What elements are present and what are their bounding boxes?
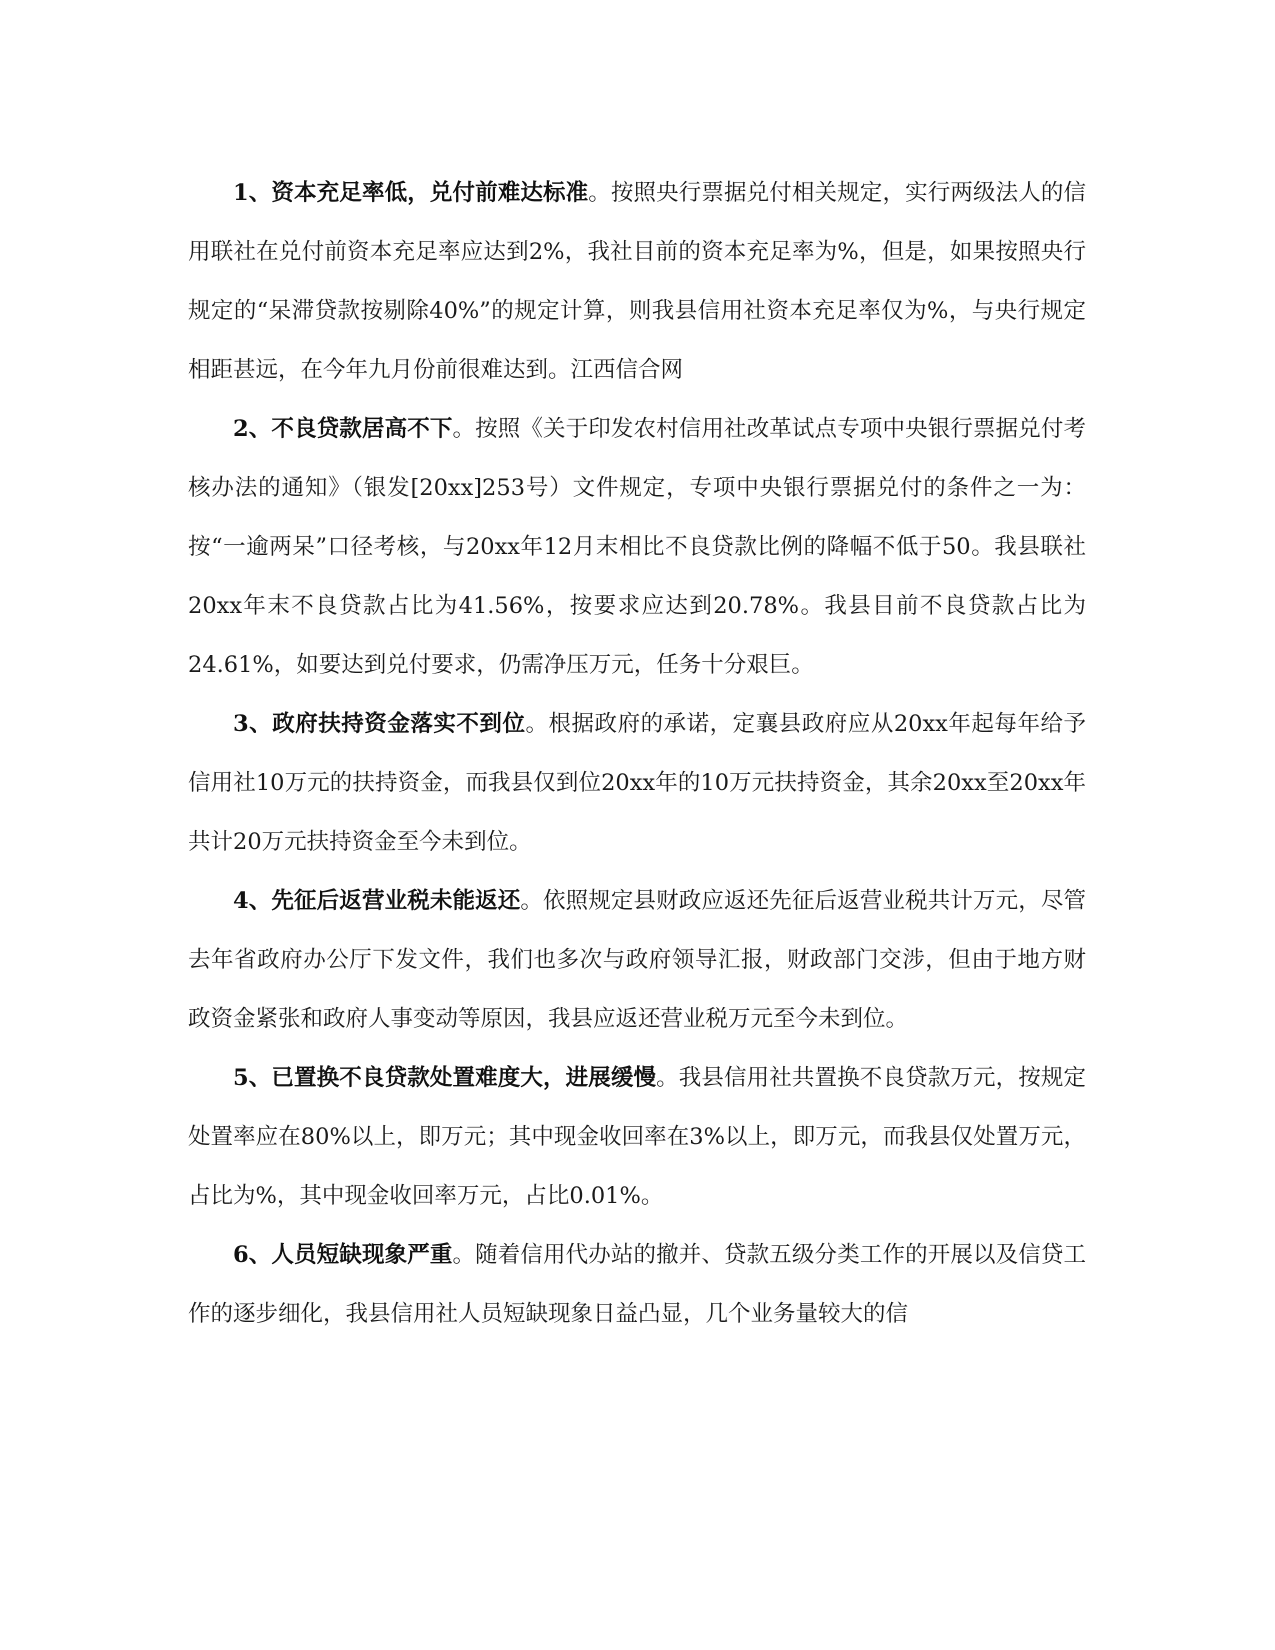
paragraph-2-text: 。按照《关于印发农村信用社改革试点专项中央银行票据兑付考核办法的通知》（银发[20xx]253号）文件规定，专项中央银行票据兑付的条件之一为：按“一逾两呆”口径考核，与20xx年12月末相比不良贷款比例的降幅不低于50。我县联社20xx年末不良贷款占比为41.56%，按要求应达到20.78%。我县目前不良贷款占比为24.61%，如要达到兑付要求，仍需净压万元，任务十分艰巨。	[188, 416, 1086, 678]
paragraph-1-text: 。按照央行票据兑付相关规定，实行两级法人的信用联社在兑付前资本充足率应达到2%，我社目前的资本充足率为%，但是，如果按照央行规定的“呆滞贷款按剔除40%”的规定计算，则我县信用社资本充足率仅为%，与央行规定相距甚远，在今年九月份前很难达到。江西信合网	[188, 180, 1086, 383]
paragraph-3-heading: 3、政府扶持资金落实不到位	[233, 711, 526, 737]
paragraph-6-text: 。随着信用代办站的撤并、贷款五级分类工作的开展以及信贷工作的逐步细化，我县信用社人员短缺现象日益凸显，几个业务量较大的信	[188, 1242, 1086, 1327]
paragraph-4-heading: 4、先征后返营业税未能返还	[233, 888, 521, 914]
paragraph-1-heading: 1、资本充足率低，兑付前难达标准	[233, 180, 589, 206]
paragraph-5-heading: 5、已置换不良贷款处置难度大，进展缓慢	[233, 1065, 657, 1091]
paragraph-5-text: 。我县信用社共置换不良贷款万元，按规定处置率应在80%以上，即万元；其中现金收回率在3%以上，即万元，而我县仅处置万元，占比为%，其中现金收回率万元，占比0.01%。	[188, 1065, 1086, 1209]
paragraph-4-text: 。依照规定县财政应返还先征后返营业税共计万元，尽管去年省政府办公厅下发文件，我们也多次与政府领导汇报，财政部门交涉，但由于地方财政资金紧张和政府人事变动等原因，我县应返还营业税万元至今未到位。	[188, 888, 1086, 1032]
paragraph-1	[188, 164, 1086, 400]
document-body	[188, 164, 1086, 1344]
paragraph-2	[188, 400, 1086, 695]
paragraph-4	[188, 872, 1086, 1049]
paragraph-6	[188, 1226, 1086, 1344]
paragraph-3	[188, 695, 1086, 872]
paragraph-6-heading: 6、人员短缺现象严重	[233, 1242, 453, 1268]
paragraph-2-heading: 2、不良贷款居高不下	[233, 416, 453, 442]
paragraph-3-text: 。根据政府的承诺，定襄县政府应从20xx年起每年给予信用社10万元的扶持资金，而我县仅到位20xx年的10万元扶持资金，其余20xx至20xx年共计20万元扶持资金至今未到位。	[188, 711, 1086, 855]
paragraph-5	[188, 1049, 1086, 1226]
